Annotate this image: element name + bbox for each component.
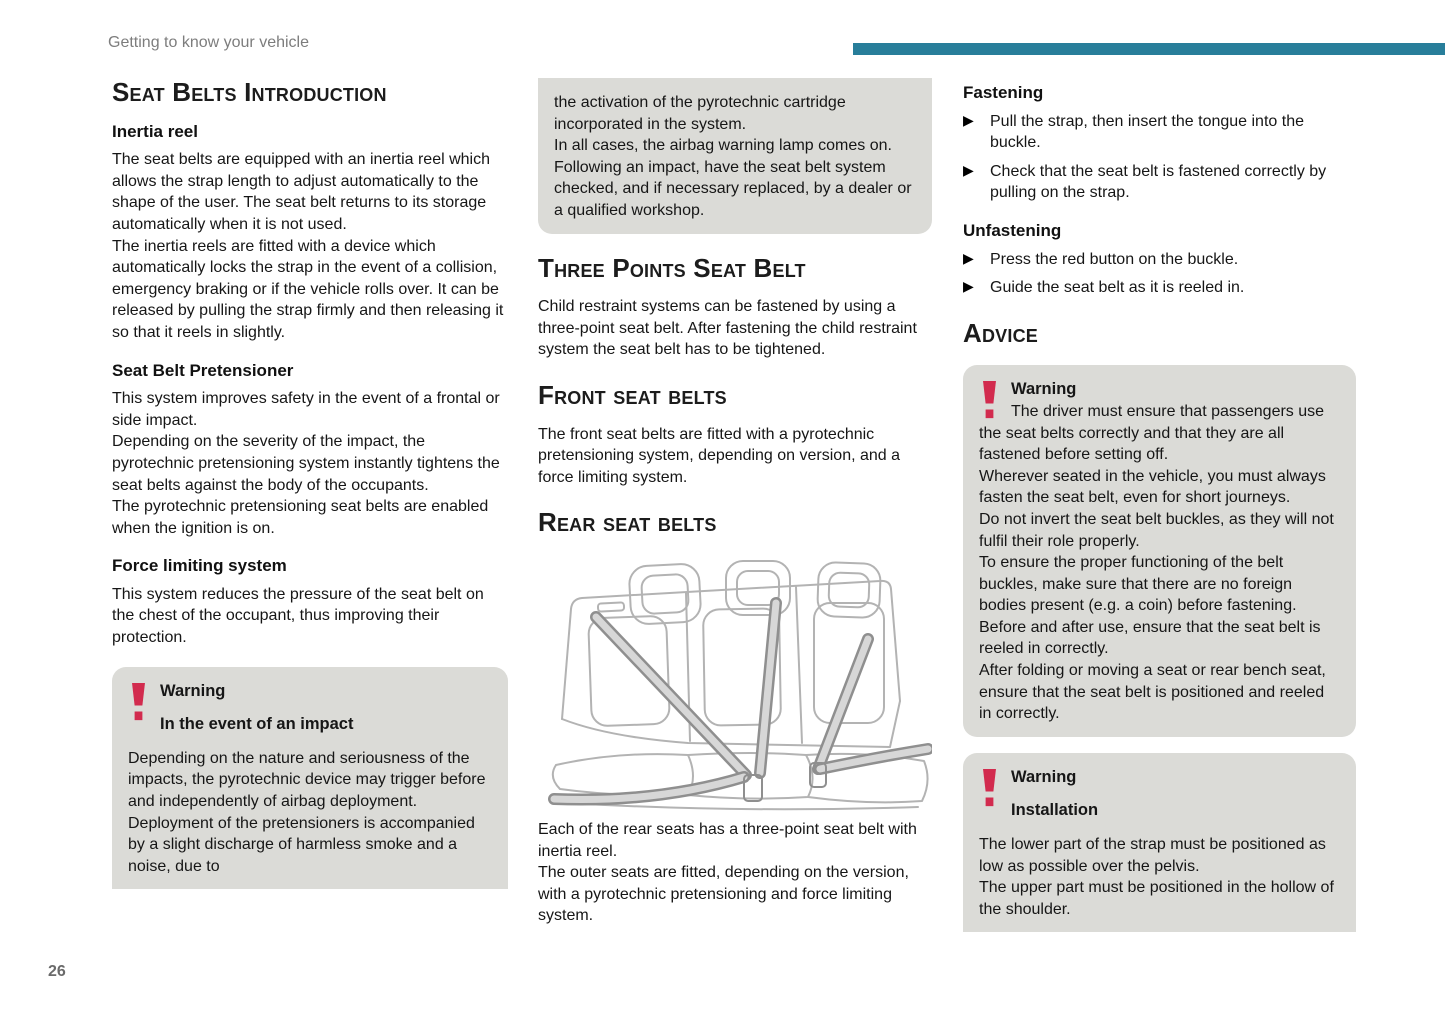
paragraph: Child restraint systems can be fastened by using a three-point seat belt. After fastening the child restraint system the seat belt has to be tightened. bbox=[538, 298, 917, 359]
warning-text: In all cases, the airbag warning lamp comes on. bbox=[554, 137, 892, 155]
paragraph: The outer seats are fitted, depending on the version, with a pyrotechnic pretensioning and force limiting system. bbox=[538, 864, 909, 925]
paragraph: The inertia reels are fitted with a device which automatically locks the strap in the event of a collision, emergency braking or if the vehicle rolls over. It can be released by pulling the strap firmly and then releasing it so that it reels in slightly. bbox=[112, 237, 504, 341]
arrow-bullet-icon: ▶ bbox=[963, 162, 974, 179]
section-title-front-seat-belts: Front seat belts bbox=[538, 379, 727, 410]
list-item bbox=[963, 161, 1356, 204]
warning-box-advice bbox=[963, 365, 1356, 737]
continued-warning-box bbox=[538, 78, 932, 234]
subheading-fastening: Fastening bbox=[963, 83, 1044, 102]
warning-text: Do not invert the seat belt buckles, as they will not fulfil their role properly. bbox=[979, 510, 1334, 550]
list-item-text: Press the red button on the buckle. bbox=[990, 250, 1239, 268]
paragraph: The front seat belts are fitted with a pyrotechnic pretensioning system, depending on version, and a force limiting system. bbox=[538, 425, 901, 486]
warning-text: Depending on the nature and seriousness of the impacts, the pyrotechnic device may trigger before and independently of airbag deployment. Deployment of the pretensioners is accompanied by a slight discharge of harmless smoke and a noise, due to bbox=[128, 749, 486, 875]
warning-text: The driver must ensure that passengers use the seat belts correctly and that they are all fastened before setting off. bbox=[979, 402, 1325, 464]
page-number: 26 bbox=[48, 963, 66, 980]
warning-text: The lower part of the strap must be positioned as low as possible over the pelvis. bbox=[979, 836, 1326, 875]
list-item bbox=[963, 111, 1356, 154]
warning-text: the activation of the pyrotechnic cartridge incorporated in the system. bbox=[554, 94, 846, 133]
list-item bbox=[963, 277, 1356, 299]
warning-text: To ensure the proper functioning of the belt buckles, make sure that there are no foreign bodies present (e.g. a coin) before fastening. bbox=[979, 554, 1297, 615]
section-title-seat-belts-introduction: Seat Belts Introduction bbox=[112, 77, 387, 107]
subheading-force-limiting-system: Force limiting system bbox=[112, 556, 287, 576]
subheading-unfastening: Unfastening bbox=[963, 220, 1062, 240]
list-item bbox=[963, 249, 1356, 271]
warning-text: The upper part must be positioned in the hollow of the shoulder. bbox=[979, 879, 1334, 918]
arrow-bullet-icon: ▶ bbox=[963, 112, 974, 129]
section-title-three-points-seat-belt: Three Points Seat Belt bbox=[538, 252, 806, 283]
section-title-advice: Advice bbox=[963, 317, 1038, 348]
warning-box-impact bbox=[112, 667, 508, 890]
warning-icon bbox=[981, 769, 998, 807]
header-accent-bar bbox=[853, 43, 1445, 55]
list-item-text: Guide the seat belt as it is reeled in. bbox=[990, 279, 1245, 297]
warning-icon bbox=[130, 683, 147, 721]
paragraph: Each of the rear seats has a three-point seat belt with inertia reel. bbox=[538, 820, 917, 860]
warning-title: Warning bbox=[1011, 380, 1077, 399]
arrow-bullet-icon: ▶ bbox=[963, 250, 974, 267]
paragraph: The seat belts are equipped with an inertia reel which allows the strap length to adjust automatically to the shape of the user. The seat belt returns to its storage automatically when it is not used. bbox=[112, 151, 490, 233]
list-item-text: Pull the strap, then insert the tongue into the buckle. bbox=[990, 112, 1304, 152]
column-1 bbox=[112, 78, 508, 889]
chapter-header: Getting to know your vehicle bbox=[108, 34, 309, 51]
warning-subtitle: In the event of an impact bbox=[160, 715, 354, 734]
paragraph: Depending on the severity of the impact, the pyrotechnic pretensioning system instantly tightens the seat belts against the body of the occupants. bbox=[112, 433, 500, 494]
subheading-seat-belt-pretensioner: Seat Belt Pretensioner bbox=[112, 360, 294, 380]
warning-text: Wherever seated in the vehicle, you must always fasten the seat belt, even for short journeys. bbox=[979, 467, 1326, 507]
rear-seat-belts-illustration bbox=[538, 551, 932, 813]
warning-title: Warning bbox=[160, 681, 226, 700]
paragraph: The pyrotechnic pretensioning seat belts are enabled when the ignition is on. bbox=[112, 498, 489, 537]
section-title-rear-seat-belts: Rear seat belts bbox=[538, 507, 717, 538]
warning-title: Warning bbox=[1011, 767, 1077, 786]
column-3 bbox=[963, 78, 1356, 932]
warning-subtitle: Installation bbox=[1011, 801, 1099, 820]
warning-icon bbox=[981, 381, 998, 419]
warning-text: Before and after use, ensure that the seat belt is reeled in correctly. bbox=[979, 618, 1321, 658]
subheading-inertia-reel: Inertia reel bbox=[112, 121, 198, 141]
warning-text: After folding or moving a seat or rear bench seat, ensure that the seat belt is positioned and reeled in correctly. bbox=[979, 662, 1326, 723]
arrow-bullet-icon: ▶ bbox=[963, 279, 974, 296]
warning-text: Following an impact, have the seat belt system checked, and if necessary replaced, by a dealer or a qualified workshop. bbox=[554, 158, 912, 219]
paragraph: This system improves safety in the event of a frontal or side impact. bbox=[112, 390, 500, 429]
warning-box-installation bbox=[963, 753, 1356, 933]
paragraph: This system reduces the pressure of the seat belt on the chest of the occupant, thus improving their protection. bbox=[112, 585, 484, 647]
list-item-text: Check that the seat belt is fastened correctly by pulling on the strap. bbox=[990, 162, 1327, 202]
column-2 bbox=[538, 78, 932, 927]
